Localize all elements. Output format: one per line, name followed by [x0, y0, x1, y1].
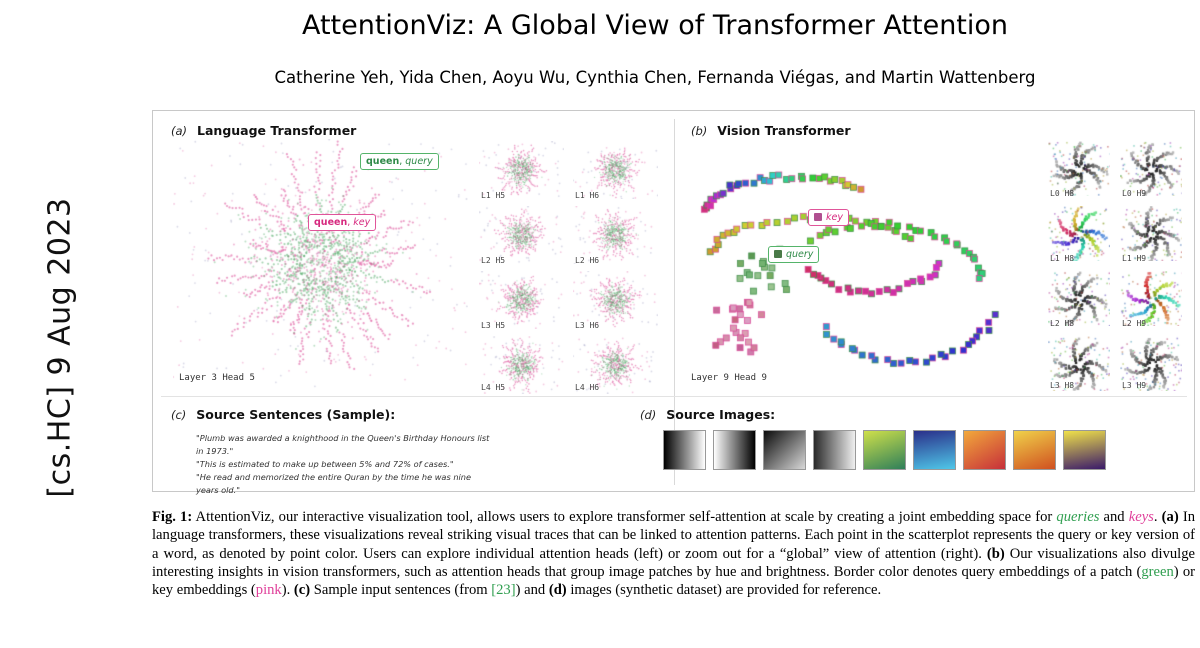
language-mini-label: L3 H5 — [481, 321, 506, 330]
panel-d-header — [640, 407, 775, 422]
caption-text-2: . — [1153, 509, 1162, 525]
caption-citation[interactable]: [23] — [491, 582, 516, 599]
source-image-thumb[interactable] — [763, 430, 806, 470]
language-mini-label: L1 H5 — [481, 191, 506, 200]
source-image-thumb[interactable] — [1013, 430, 1056, 470]
source-image-thumb[interactable] — [663, 430, 706, 470]
author-list: Catherine Yeh, Yida Chen, Aoyu Wu, Cynthia Chen, Fernanda Viégas, and Martin Wattenberg — [274, 68, 1036, 87]
vision-mini-scatter[interactable] — [1120, 141, 1182, 196]
panel-d-tag: (d) — [640, 408, 657, 422]
caption-d-tag: (d) — [548, 582, 567, 599]
panel-a-header — [171, 123, 356, 138]
caption-c-tag: (c) — [293, 582, 311, 599]
badge-word: queen — [314, 217, 348, 228]
vision-main-scatter[interactable] — [686, 139, 1036, 389]
source-image-thumb[interactable] — [813, 430, 856, 470]
caption-pink: pink — [255, 582, 282, 599]
vision-mini-scatter[interactable] — [1048, 141, 1110, 196]
panel-c-title: Source Sentences (Sample): — [196, 407, 396, 422]
caption-text-5: ) or key embeddings ( — [152, 563, 1195, 599]
badge-type: query — [405, 156, 433, 167]
caption-b-tag: (b) — [986, 545, 1005, 562]
panel-b-title: Vision Transformer — [717, 123, 851, 138]
arxiv-spine-text: [cs.HC] 9 Aug 2023 — [42, 197, 78, 498]
caption-text-8: ) and — [515, 582, 549, 599]
caption-a-tag: (a) — [1161, 509, 1179, 525]
caption-text-1: AttentionViz, our interactive visualization tool, allows users to explore transformer self-attention at scale by creating a joint embedding space for — [192, 509, 1057, 525]
source-sentence: "Plumb was awarded a knighthood in the Queen's Birthday Honours list in 1973." — [196, 433, 490, 456]
caption-text-6: ). — [281, 582, 294, 599]
badge-queen-key[interactable]: queen, key — [308, 214, 376, 231]
language-mini-label: L2 H5 — [481, 256, 506, 265]
badge-queen-query[interactable]: queen, query — [360, 153, 439, 170]
badge-type: key — [353, 217, 371, 228]
caption-text-7: Sample input sentences (from — [310, 582, 492, 599]
query-swatch-icon — [774, 250, 782, 258]
caption-figure-number: Fig. 1: — [152, 509, 193, 525]
caption-text-4: Our visualizations also divulge interesting insights in vision transformers, such as attention heads that group image patches by hue and brightness. Border color denotes query embeddings of a patch ( — [152, 545, 1195, 580]
source-sentence: "This is estimated to make up between 5% and 72% of cases." — [196, 459, 454, 469]
vision-mini-label: L1 H9 — [1122, 254, 1147, 263]
language-mini-label: L3 H6 — [575, 321, 600, 330]
caption-queries: queries — [1056, 509, 1100, 525]
source-image-thumb[interactable] — [713, 430, 756, 470]
badge-key[interactable] — [808, 209, 849, 226]
caption-text-9: images (synthetic dataset) are provided for reference. — [566, 582, 882, 599]
source-image-thumb[interactable] — [963, 430, 1006, 470]
badge-query[interactable] — [768, 246, 819, 263]
caption-keys: keys — [1128, 509, 1154, 525]
arxiv-spine — [0, 0, 120, 648]
vision-mini-scatter[interactable] — [1048, 206, 1110, 261]
panel-c-header — [171, 407, 395, 422]
source-image-thumb[interactable] — [863, 430, 906, 470]
language-main-scatter[interactable] — [173, 139, 468, 389]
source-sentences-list — [196, 432, 496, 497]
page-title: AttentionViz: A Global View of Transformer Attention — [301, 10, 1009, 41]
language-mini-label: L2 H6 — [575, 256, 600, 265]
language-mini-label: L1 H6 — [575, 191, 600, 200]
panel-a-title: Language Transformer — [197, 123, 357, 138]
vision-mini-label: L2 H8 — [1050, 319, 1075, 328]
panel-c-tag: (c) — [171, 408, 187, 422]
source-sentence: "He read and memorized the entire Quran by the time he was nine years old." — [196, 472, 472, 495]
badge-word: queen — [366, 156, 400, 167]
key-swatch-icon — [814, 213, 822, 221]
language-main-corner-label: Layer 3 Head 5 — [179, 373, 255, 383]
vision-mini-label: L3 H9 — [1122, 381, 1147, 390]
vision-mini-label: L1 H8 — [1050, 254, 1075, 263]
source-image-thumb[interactable] — [1063, 430, 1106, 470]
source-image-thumb[interactable] — [913, 430, 956, 470]
vision-mini-label: L2 H9 — [1122, 319, 1147, 328]
badge-label: key — [826, 212, 843, 223]
source-images-strip — [663, 430, 1106, 470]
language-mini-label: L4 H6 — [575, 383, 600, 392]
vision-mini-scatter[interactable] — [1120, 271, 1182, 326]
vision-mini-label: L0 H9 — [1122, 189, 1147, 198]
caption-and: and — [1099, 509, 1129, 525]
caption-text-3: In language transformers, these visualizations reveal striking visual traces that can be linked to attention patterns. Each point in the scatterplot represents the query or key version of a word, as denoted by point color. Users can explore individual attention heads (left) or zoom out for a “global” view of attention (right). — [152, 509, 1195, 562]
vision-main-corner-label: Layer 9 Head 9 — [691, 373, 767, 383]
caption-green: green — [1141, 563, 1174, 580]
panel-b-header — [691, 123, 851, 138]
figure-caption — [152, 508, 1195, 599]
panel-b-tag: (b) — [691, 124, 708, 138]
vision-mini-label: L0 H8 — [1050, 189, 1075, 198]
panel-d-title: Source Images: — [666, 407, 776, 422]
vision-mini-label: L3 H8 — [1050, 381, 1075, 390]
panel-a-tag: (a) — [171, 124, 188, 138]
panel-divider-horizontal — [161, 396, 1187, 397]
vision-mini-scatter[interactable] — [1120, 206, 1182, 261]
badge-label: query — [786, 249, 814, 260]
vision-mini-scatter[interactable] — [1048, 271, 1110, 326]
language-mini-label: L4 H5 — [481, 383, 506, 392]
